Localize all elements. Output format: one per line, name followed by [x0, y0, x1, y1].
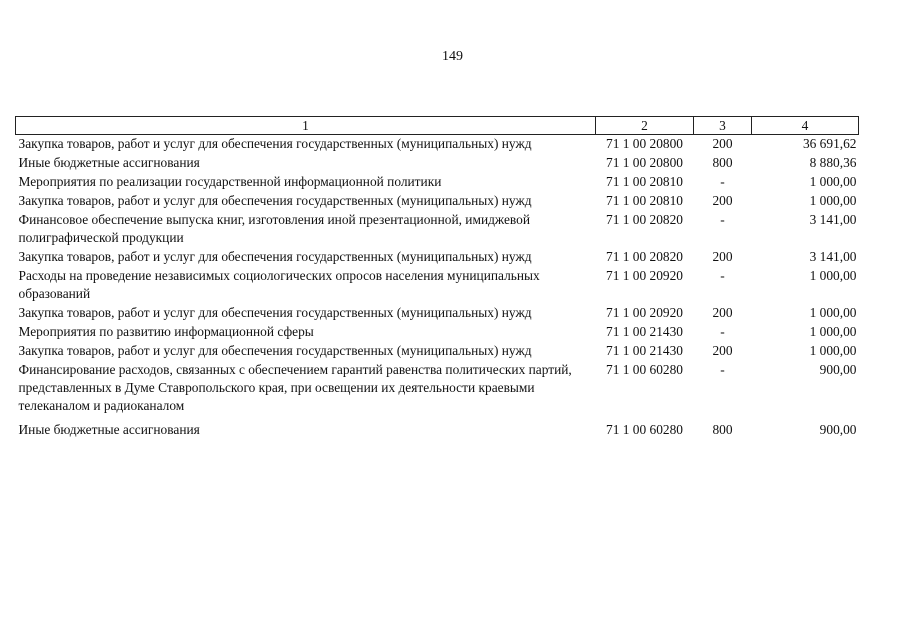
row-type: -	[720, 174, 725, 189]
row-name: Закупка товаров, работ и услуг для обеспечения государственных (муниципальных) нужд	[18, 249, 532, 264]
table-row	[16, 416, 859, 440]
row-code: 71 1 00 20800	[606, 155, 683, 170]
row-name: Закупка товаров, работ и услуг для обеспечения государственных (муниципальных) нужд	[18, 343, 532, 358]
row-type: -	[720, 362, 725, 377]
row-name: Закупка товаров, работ и услуг для обеспечения государственных (муниципальных) нужд	[18, 193, 532, 208]
row-type: 200	[712, 305, 733, 320]
column-header-2: 2	[596, 117, 694, 135]
row-amount: 1 000,00	[809, 268, 857, 283]
row-amount: 3 141,00	[809, 249, 857, 264]
row-name: Расходы на проведение независимых социологических опросов населения муниципальных образований	[18, 268, 540, 301]
column-header-3: 3	[694, 117, 752, 135]
row-type: 800	[712, 155, 733, 170]
row-type: 200	[712, 343, 733, 358]
row-amount: 900,00	[819, 422, 857, 437]
row-type: -	[720, 268, 725, 283]
row-type: -	[720, 212, 725, 227]
row-name: Финансовое обеспечение выпуска книг, изготовления иной презентационной, имиджевой полиграфической продукции	[18, 212, 531, 245]
row-name: Закупка товаров, работ и услуг для обеспечения государственных (муниципальных) нужд	[18, 305, 532, 320]
table-header-row	[16, 117, 859, 135]
row-code: 71 1 00 21430	[606, 343, 683, 358]
row-name: Мероприятия по реализации государственной информационной политики	[18, 174, 442, 189]
table-row	[16, 304, 859, 323]
table-row	[16, 173, 859, 192]
row-name: Финансирование расходов, связанных с обеспечением гарантий равенства политических партий, представленных в Думе Ставропольского края, при освещении их деятельности краевыми телеканалом и радиоканалом	[18, 362, 572, 413]
row-name: Иные бюджетные ассигнования	[18, 422, 200, 437]
table-row	[16, 211, 859, 248]
row-type: 200	[712, 136, 733, 151]
row-amount: 900,00	[819, 362, 857, 377]
row-amount: 1 000,00	[809, 305, 857, 320]
table-row	[16, 135, 859, 155]
row-code: 71 1 00 20820	[606, 212, 683, 227]
row-code: 71 1 00 60280	[606, 362, 683, 377]
row-type: 200	[712, 249, 733, 264]
row-type: -	[720, 324, 725, 339]
row-amount: 8 880,36	[809, 155, 857, 170]
row-code: 71 1 00 20820	[606, 249, 683, 264]
row-code: 71 1 00 21430	[606, 324, 683, 339]
column-header-1: 1	[16, 117, 596, 135]
row-amount: 3 141,00	[809, 212, 857, 227]
row-amount: 1 000,00	[809, 343, 857, 358]
row-code: 71 1 00 20810	[606, 174, 683, 189]
row-amount: 1 000,00	[809, 174, 857, 189]
table-row	[16, 154, 859, 173]
budget-table	[15, 116, 859, 440]
table-row	[16, 267, 859, 304]
row-code: 71 1 00 20800	[606, 136, 683, 151]
row-amount: 1 000,00	[809, 324, 857, 339]
table-row	[16, 248, 859, 267]
column-header-4: 4	[752, 117, 859, 135]
row-code: 71 1 00 20920	[606, 305, 683, 320]
row-type: 200	[712, 193, 733, 208]
row-code: 71 1 00 20810	[606, 193, 683, 208]
row-code: 71 1 00 60280	[606, 422, 683, 437]
table-row	[16, 192, 859, 211]
row-name: Иные бюджетные ассигнования	[18, 155, 200, 170]
row-name: Закупка товаров, работ и услуг для обеспечения государственных (муниципальных) нужд	[18, 136, 532, 151]
table-row	[16, 361, 859, 416]
table-row	[16, 323, 859, 342]
table-row	[16, 342, 859, 361]
row-code: 71 1 00 20920	[606, 268, 683, 283]
row-type: 800	[712, 422, 733, 437]
page-number: 149	[442, 49, 463, 64]
row-amount: 1 000,00	[809, 193, 857, 208]
row-name: Мероприятия по развитию информационной сферы	[18, 324, 314, 339]
row-amount: 36 691,62	[802, 136, 857, 151]
